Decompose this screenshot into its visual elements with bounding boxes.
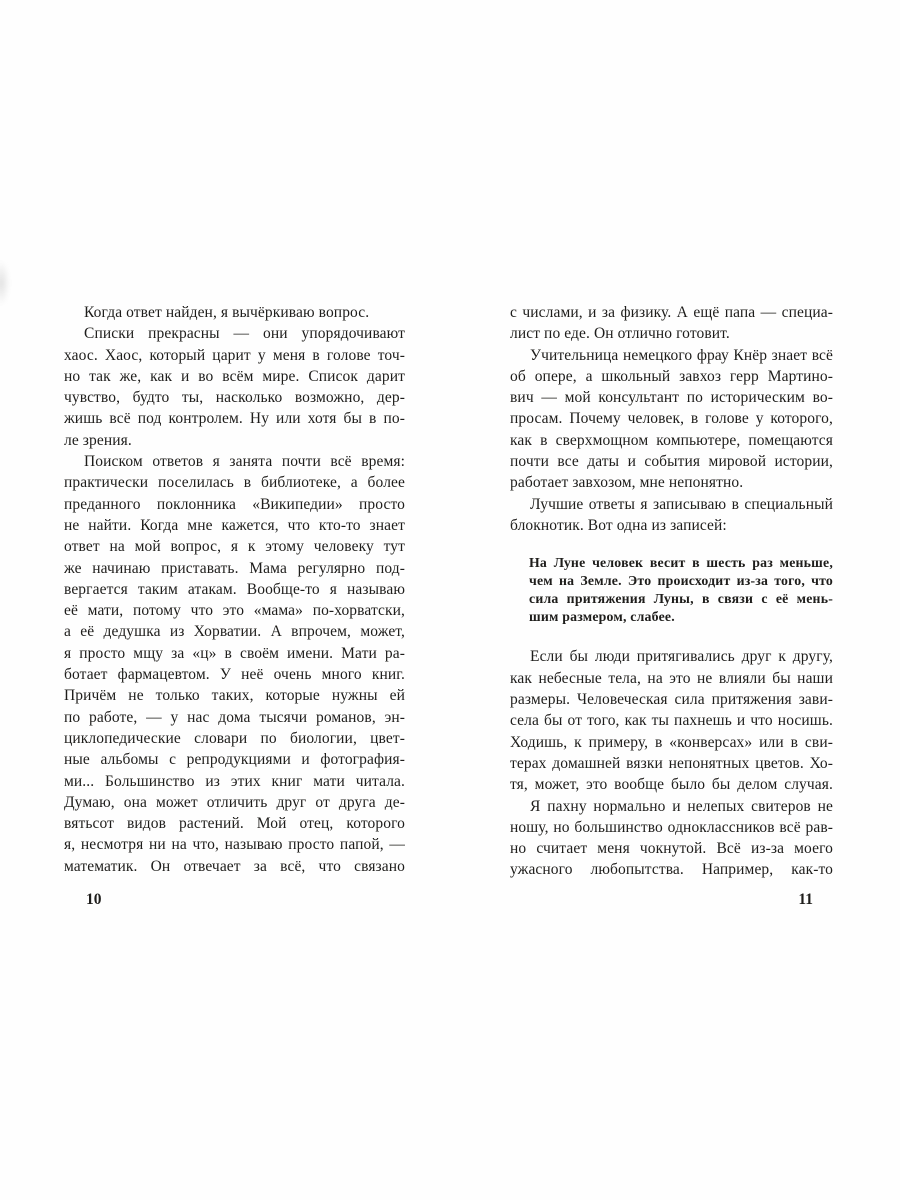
text-line: хаос. Хаос, который царит у меня в голове точ-: [64, 346, 405, 364]
quote-line: чем на Земле. Это происходит из-за того, что: [529, 573, 833, 589]
text-line: вергается таким атакам. Вообще-то я называю: [64, 580, 405, 598]
text-line: циклопедические словари по биологии, цвет-: [64, 729, 405, 747]
text-line: а её дедушка из Хорватии. А впрочем, может,: [64, 623, 405, 641]
page-number-left: 10: [86, 891, 102, 908]
text-line: ле зрения.: [64, 431, 132, 449]
text-line: но так же, как и во всём мире. Список дарит: [64, 367, 405, 385]
text-line: размеры. Человеческая сила притяжения зави-: [510, 691, 833, 709]
text-line: я просто мщу за «ц» в своём имени. Мати ра-: [64, 644, 405, 662]
text-line: блокнотик. Вот одна из записей:: [510, 516, 727, 534]
text-line: я, несмотря ни на что, называю просто папой, —: [64, 836, 405, 854]
text-line: Поиском ответов я занята почти всё время:: [84, 453, 405, 471]
text-line: практически поселилась в библиотеке, а более: [64, 474, 405, 492]
text-line: математик. Он отвечает за всё, что связано: [64, 857, 405, 875]
text-line: работает завхозом, мне непонятно.: [510, 474, 744, 492]
text-line: ные альбомы с репродукциями и фотография-: [64, 751, 405, 769]
text-line: тя, может, это вообще было бы делом случая.: [510, 776, 833, 794]
text-line: Причём не только таких, которые нужны ей: [64, 687, 405, 705]
page-edge-shadow: [0, 260, 10, 306]
text-line: лист по еде. Он отлично готовит.: [510, 325, 730, 343]
text-line: вич — мой консультант по историческим во-: [510, 389, 833, 407]
text-line: её мати, потому что это «мама» по-хорватски,: [64, 602, 405, 620]
text-line: ответ на мой вопрос, я к этому человеку тут: [64, 538, 405, 556]
text-line: Учительница немецкого фрау Кнёр знает всё: [530, 346, 833, 364]
text-line: но считает меня чокнутой. Всё из-за моего: [510, 840, 833, 858]
text-line: Ходишь, к примеру, в «конверсах» или в сви-: [510, 733, 833, 751]
text-line: ми... Большинство из этих книг мати читала.: [64, 772, 405, 790]
text-line: села бы от того, как ты пахнешь и что носишь.: [510, 712, 833, 730]
text-line: ужасного любопытства. Например, как-то: [510, 861, 833, 879]
text-line: преданного поклонника «Википедии» просто: [64, 495, 405, 513]
text-line: почти все даты и события мировой истории,: [510, 453, 833, 471]
text-line: жишь всё под контролем. Ну или хотя бы в по-: [64, 410, 405, 428]
page-number-right: 11: [798, 891, 813, 908]
text-line: Списки прекрасны — они упорядочивают: [84, 325, 405, 343]
text-line: терах домашней вязки непонятных цветов. Хо-: [510, 754, 833, 772]
quote-line: сила притяжения Луны, в связи с её мень-: [529, 590, 833, 606]
text-line: Думаю, она может отличить друг от друга де-: [64, 793, 405, 811]
text-line: вятьсот видов растений. Мой отец, которого: [64, 815, 405, 833]
text-line: ношу, но большинство одноклассников всё рав-: [510, 818, 833, 836]
text-line: по работе, — у нас дома тысячи романов, эн-: [64, 708, 405, 726]
text-line: же начинаю приставать. Мама регулярно под-: [64, 559, 405, 577]
text-line: с числами, и за физику. А ещё папа — специа-: [510, 304, 833, 321]
text-line: не найти. Когда мне кажется, что кто-то знает: [64, 516, 405, 534]
text-line: Лучшие ответы я записываю в специальный: [530, 495, 833, 513]
right-page-text: [510, 302, 833, 881]
text-line: чувство, будто ты, насколько возможно, дер-: [64, 389, 405, 407]
left-page-text: [64, 302, 405, 877]
text-line: Я пахну нормально и нелепых свитеров не: [530, 797, 833, 815]
text-line: как небесные тела, на это не влияли бы наши: [510, 669, 833, 687]
text-line: ботает фармацевтом. У неё очень много книг.: [64, 666, 405, 684]
text-line: Когда ответ найден, я вычёркиваю вопрос.: [84, 304, 370, 321]
text-line: Если бы люди притягивались друг к другу,: [530, 648, 833, 666]
text-line: об опере, а школьный завхоз герр Мартино-: [510, 367, 833, 385]
text-line: как в сверхмощном компьютере, помещаются: [510, 431, 833, 449]
notebook-quote-block: [529, 554, 833, 625]
right-page-body-bottom: [510, 646, 833, 880]
text-line: просам. Почему человек, в голове у которого,: [510, 410, 833, 428]
quote-line: шим размером, слабее.: [529, 608, 675, 624]
quote-line: На Луне человек весит в шесть раз меньше,: [529, 555, 833, 571]
right-page-body-top: [510, 302, 833, 536]
